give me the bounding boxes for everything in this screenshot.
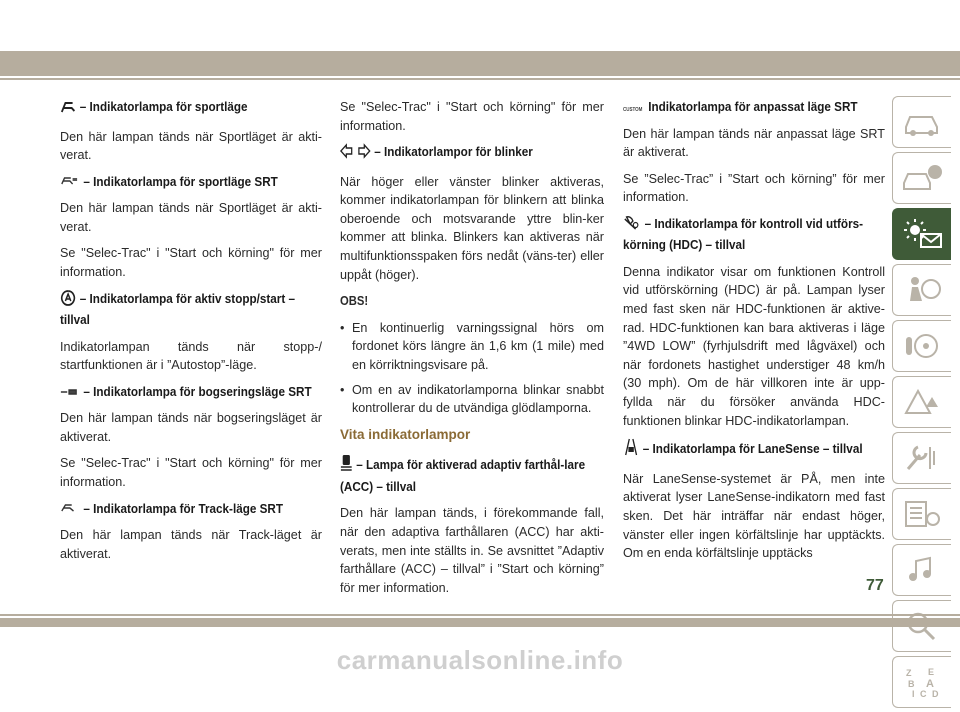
paragraph: Den här lampan tänds när Sportläget är akti-verat. bbox=[60, 201, 322, 234]
tab-multimedia[interactable] bbox=[892, 544, 951, 596]
tow-mode-icon bbox=[60, 386, 80, 396]
paragraph: Den här lampan tänds när anpassat läge SRT är aktiverat. bbox=[623, 126, 885, 160]
tab-safety[interactable] bbox=[892, 264, 951, 316]
paragraph: Den här lampan tänds, i förekommande fall, när den adaptiva farthållaren (ACC) har akti-verats, men inte ställts in. Se avsnittet ”Adaptiv farthållare (ACC) – tillval” i ”Start och körning” för mer information. bbox=[340, 506, 604, 595]
emergency-icon bbox=[902, 387, 942, 417]
svg-text:C: C bbox=[920, 689, 927, 699]
tab-vehicle[interactable] bbox=[892, 96, 951, 148]
custom-mode-icon: CUSTOM bbox=[623, 107, 643, 113]
car-info-icon bbox=[902, 163, 942, 193]
paragraph: Se "Selec-Trac" i "Start och körning" för mer information. bbox=[60, 246, 322, 279]
paragraph: Denna indikator visar om funktionen Kontroll vid utförskörning (HDC) är på. Lampan lyser med fast sken när HDC-funktionen är aktive-rad. HDC-funktionen kan bara aktiveras i läge ”4WD LOW” (fyrhjulsdrift med lågväxel) och när fordonets hastighet understiger 48 km/h (30 mph). Om de här villkoren inte är upp-fyllda när du försöker använda HDC-funktionen blinkar HDC-indikatorlampan. bbox=[623, 264, 885, 428]
header-band bbox=[0, 0, 960, 60]
tab-emergency[interactable] bbox=[892, 376, 951, 428]
heading-turn-signals: – Indikatorlampor för blinker bbox=[340, 143, 578, 165]
track-mode-icon bbox=[60, 503, 80, 513]
column-2 bbox=[340, 98, 604, 605]
lanesense-icon bbox=[623, 438, 639, 462]
svg-text:E: E bbox=[928, 667, 935, 677]
tab-vehicle-info[interactable] bbox=[892, 152, 951, 204]
note-list bbox=[340, 319, 604, 418]
header-stripe bbox=[0, 51, 960, 76]
paragraph: Indikatorlampan tänds när stopp-/ startfunktionen är i ”Autostop”-läge. bbox=[60, 339, 322, 373]
paragraph: När LaneSense-systemet är PÅ, men inte aktiverat lyser LaneSense-indikatorn med fast sken. Det här inträffar när endast höger, vänster eller ingen körfältslinje har upptäckts. Om en enda körfältslinje upptäcks bbox=[623, 471, 885, 561]
car-icon bbox=[902, 107, 942, 137]
tab-indicators[interactable] bbox=[892, 208, 951, 260]
settings-list-icon bbox=[902, 499, 942, 529]
heading-acc: – Lampa för aktiverad adaptiv farthål-lare (ACC) – tillval bbox=[340, 454, 601, 496]
turn-signal-icon bbox=[340, 143, 371, 165]
paragraph: Den här lampan tänds när Sportläget är akti-verat. bbox=[60, 129, 322, 163]
heading-sport-mode: – Indikatorlampa för sportläge bbox=[60, 98, 296, 120]
column-1 bbox=[60, 98, 322, 571]
svg-text:D: D bbox=[932, 689, 939, 699]
paragraph: Se "Selec-Trac" i "Start och körning" för mer information. bbox=[340, 100, 604, 133]
section-heading: Vita indikatorlampor bbox=[340, 426, 471, 442]
heading-stop-start: – Indikatorlampa för aktiv stopp/start – tillval bbox=[60, 290, 296, 328]
music-icon bbox=[902, 555, 942, 585]
hill-descent-icon bbox=[623, 215, 641, 237]
warning-light-icon bbox=[901, 218, 943, 250]
header-rule bbox=[0, 78, 960, 80]
steering-wheel-icon bbox=[902, 331, 942, 361]
svg-text:B: B bbox=[908, 679, 915, 689]
note-label: OBS! bbox=[340, 294, 369, 309]
paragraph: Den här lampan tänds när Track-läget är aktiverat. bbox=[60, 528, 322, 561]
paragraph: Den här lampan tänds när bogseringsläget är aktiverat. bbox=[60, 411, 322, 444]
sport-mode-icon bbox=[60, 100, 76, 120]
heading-custom-mode: CUSTOM Indikatorlampa för anpassat läge SRT bbox=[623, 99, 858, 114]
svg-text:I: I bbox=[912, 689, 915, 699]
watermark: carmanualsonline.info bbox=[336, 645, 624, 675]
heading-hdc: – Indikatorlampa för kontroll vid utförs-körning (HDC) – tillval bbox=[623, 215, 864, 253]
cruise-control-icon bbox=[340, 454, 353, 478]
stop-start-icon bbox=[60, 290, 76, 312]
column-3 bbox=[623, 98, 885, 571]
heading-lanesense: – Indikatorlampa för LaneSense – tillval bbox=[623, 438, 859, 462]
heading-sport-srt: – Indikatorlampa för sportläge SRT bbox=[60, 173, 296, 192]
paragraph: Se "Selec-Trac" i "Start och körning" för mer information. bbox=[60, 456, 322, 490]
airbag-icon bbox=[902, 275, 942, 305]
wrench-icon bbox=[902, 443, 942, 473]
tab-maintenance[interactable] bbox=[892, 432, 951, 484]
tab-driving[interactable] bbox=[892, 320, 951, 372]
footer-rule bbox=[0, 614, 960, 616]
svg-text:A: A bbox=[926, 678, 934, 690]
tab-specifications[interactable] bbox=[892, 488, 951, 540]
list-item: • En kontinuerlig varningssignal hörs om fordonet körs längre än 1,6 km (1 mile) med en körriktningsvisare på. bbox=[340, 319, 604, 375]
heading-track-mode: – Indikatorlampa för Track-läge SRT bbox=[60, 500, 296, 519]
heading-tow-mode: – Indikatorlampa för bogseringsläge SRT bbox=[60, 383, 319, 402]
footer-stripe bbox=[0, 618, 960, 627]
list-item: • Om en av indikatorlamporna blinkar snabbt kontrollerar du de utvändiga glödlamporna. bbox=[340, 381, 604, 418]
sport-srt-icon bbox=[60, 176, 80, 186]
svg-text:Z: Z bbox=[906, 668, 912, 678]
paragraph: När höger eller vänster blinker aktiveras, kommer indikatorlampan för blinkern att blinka oberoende och motsvarande yttre blin-ker kommer att blinka. Blinkers kan aktiveras när multifunktionsspaken förs nedåt (väns-ter) eller uppåt (höger). bbox=[340, 174, 604, 282]
paragraph: Se ”Selec-Trac” i ”Start och körning” för mer information. bbox=[623, 171, 885, 205]
page-number: 77 bbox=[866, 577, 884, 594]
